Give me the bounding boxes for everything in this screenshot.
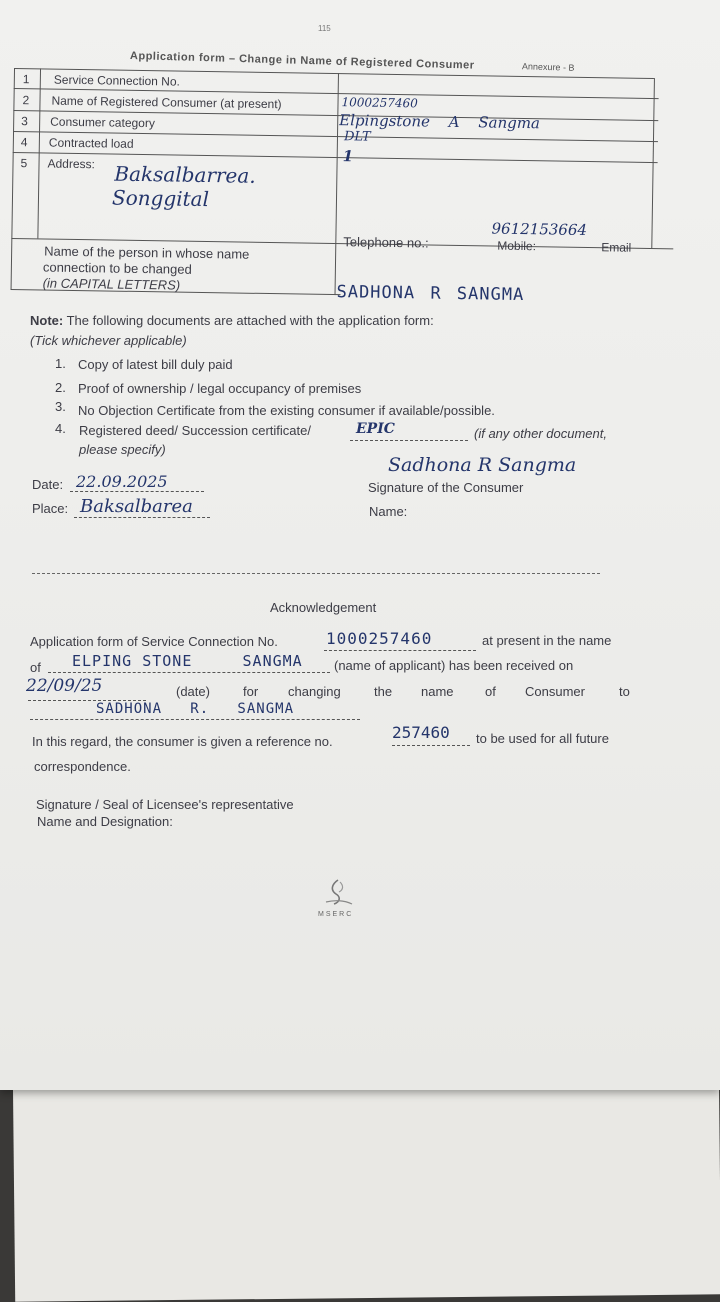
ack-word-to: to bbox=[619, 684, 630, 699]
mobile-value: 9612153664 bbox=[491, 219, 588, 240]
ack-word-for: for bbox=[243, 684, 259, 699]
mserc-logo bbox=[316, 876, 360, 920]
row-5-label: Address: bbox=[47, 156, 95, 172]
document-4-tail: (if any other document, bbox=[474, 426, 607, 441]
person-label-line1: Name of the person in whose name bbox=[44, 243, 250, 262]
document-3-number: 3. bbox=[55, 399, 66, 414]
document-3-text: No Objection Certificate from the existing consumer if available/possible. bbox=[78, 403, 495, 418]
contracted-load-value: 1 bbox=[342, 147, 354, 166]
date-value: 22.09.2025 bbox=[76, 472, 168, 491]
ack-reference-value: 257460 bbox=[392, 723, 450, 742]
document-2-text: Proof of ownership / legal occupancy of premises bbox=[78, 381, 362, 396]
seal-line2: Name and Designation: bbox=[37, 814, 173, 829]
ack-line2-suffix: (name of applicant) has been received on bbox=[334, 658, 574, 673]
document-4-number: 4. bbox=[55, 421, 66, 436]
row-4-label: Contracted load bbox=[48, 135, 134, 151]
row-1-label: Service Connection No. bbox=[53, 72, 181, 89]
service-connection-value: 1000257460 bbox=[341, 95, 418, 111]
row-2-number: 2 bbox=[22, 93, 30, 108]
address-line-1: Baksalbarrea. bbox=[114, 161, 256, 188]
note-text: The following documents are attached with the application form: bbox=[66, 313, 434, 328]
email-label: Email bbox=[601, 240, 632, 255]
name-label: Name: bbox=[369, 504, 408, 519]
consumer-details-table bbox=[0, 0, 720, 321]
person-label-line3: (in CAPITAL LETTERS) bbox=[42, 275, 181, 293]
cut-line-separator bbox=[32, 573, 600, 574]
mserc-emblem-icon bbox=[316, 876, 360, 910]
row-2-label: Name of Registered Consumer (at present) bbox=[51, 93, 282, 112]
row-4-number: 4 bbox=[20, 135, 28, 150]
document-4-filled-value: EPIC bbox=[356, 421, 395, 437]
row-1-number: 1 bbox=[22, 72, 30, 87]
ack-word-name: name bbox=[421, 684, 454, 699]
document-4-tail-2: please specify) bbox=[79, 442, 166, 457]
row-3-number: 3 bbox=[21, 114, 28, 129]
note-title: Note: bbox=[30, 313, 64, 328]
form-title: Application form – Change in Name of Registered Consumer bbox=[129, 50, 475, 72]
seal-line1: Signature / Seal of Licensee's representative bbox=[36, 797, 294, 812]
address-line-2: Songgital bbox=[111, 185, 210, 212]
ack-service-connection-value: 1000257460 bbox=[326, 629, 433, 648]
document-4-text: Registered deed/ Succession certificate/ bbox=[79, 423, 311, 438]
ack-date-value: 22/09/25 bbox=[26, 676, 103, 696]
signature-label: Signature of the Consumer bbox=[368, 480, 524, 495]
new-consumer-name-value: SADHONA R SANGMA bbox=[336, 282, 525, 306]
ack-word-changing: changing bbox=[288, 684, 341, 699]
ack-new-name-value: SADHONA R. SANGMA bbox=[96, 701, 295, 717]
consumer-signature: Sadhona R Sangma bbox=[388, 454, 577, 476]
ack-line1-suffix: at present in the name bbox=[482, 633, 612, 648]
ack-word-the: the bbox=[374, 684, 393, 699]
document-2-number: 2. bbox=[55, 380, 66, 395]
ack-line5-suffix: to be used for all future bbox=[476, 731, 609, 746]
person-label-line2: connection to be changed bbox=[42, 259, 192, 277]
tick-instruction: (Tick whichever applicable) bbox=[30, 333, 187, 348]
ack-line1-prefix: Application form of Service Connection No. bbox=[30, 634, 278, 649]
row-3-label: Consumer category bbox=[50, 114, 156, 131]
annexure-label: Annexure - B bbox=[521, 61, 575, 73]
ack-applicant-name-value: ELPING STONE SANGMA bbox=[72, 652, 303, 670]
ack-line6: correspondence. bbox=[34, 759, 131, 774]
registered-consumer-value: Elpingstone A Sangma bbox=[339, 111, 541, 133]
date-label: Date: bbox=[32, 477, 64, 492]
row-5-number: 5 bbox=[20, 156, 28, 171]
ack-title: Acknowledgement bbox=[270, 600, 377, 615]
lower-paper-sheet bbox=[13, 1064, 720, 1301]
note-line bbox=[30, 313, 434, 328]
telephone-label: Telephone no.: bbox=[343, 234, 429, 251]
document-1-text: Copy of latest bill duly paid bbox=[78, 357, 233, 372]
place-value: Baksalbarea bbox=[80, 496, 193, 517]
ack-word-consumer: Consumer bbox=[525, 684, 585, 699]
consumer-category-value: DLT bbox=[343, 129, 371, 145]
mobile-label: Mobile: bbox=[497, 238, 537, 254]
place-label: Place: bbox=[32, 501, 69, 516]
logo-text: MSERC bbox=[318, 911, 354, 918]
ack-line5-prefix: In this regard, the consumer is given a reference no. bbox=[32, 734, 333, 749]
document-1-number: 1. bbox=[55, 356, 66, 371]
ack-word-of: of bbox=[485, 684, 496, 699]
page-number: 115 bbox=[318, 24, 331, 33]
ack-word-date: (date) bbox=[176, 684, 210, 699]
ack-line2-prefix: of bbox=[30, 660, 41, 675]
